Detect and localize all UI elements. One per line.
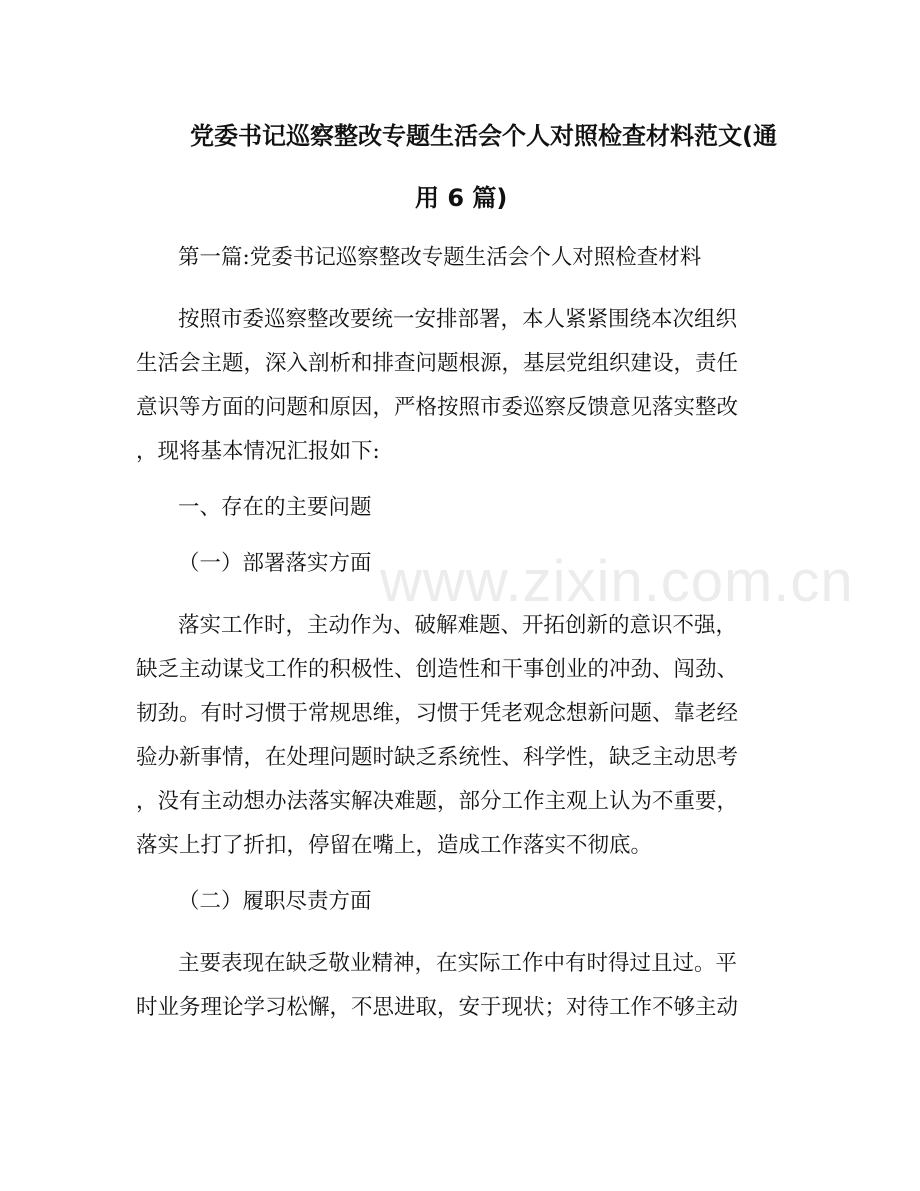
paragraph-line: 时业务理论学习松懈，不思进取，安于现状；对待工作不够主动	[136, 995, 739, 1020]
paragraph-line: ，没有主动想办法落实解决难题，部分工作主观上认为不重要，	[136, 789, 739, 814]
document-title-line-2: 用 6 篇)	[415, 184, 508, 212]
paragraph-line: 验办新事情，在处理问题时缺乏系统性、科学性，缺乏主动思考	[136, 745, 739, 770]
paragraph-line: 落实工作时，主动作为、破解难题、开拓创新的意识不强，	[178, 613, 738, 638]
watermark: www.zixin.com.cn	[380, 549, 854, 614]
section-heading: 第一篇:党委书记巡察整改专题生活会个人对照检查材料	[178, 245, 702, 270]
paragraph-line: 落实上打了折扣，停留在嘴上，造成工作落实不彻底。	[136, 833, 653, 858]
document-title-line-1: 党委书记巡察整改专题生活会个人对照检查材料范文(通	[190, 122, 777, 150]
paragraph-line: 缺乏主动谋戈工作的积极性、创造性和干事创业的冲劲、闯劲、	[136, 657, 739, 682]
heading-main-problems: 一、存在的主要问题	[178, 495, 372, 520]
paragraph-line: 生活会主题，深入剖析和排查问题根源，基层党组织建设，责任	[136, 351, 739, 376]
paragraph-line: ，现将基本情况汇报如下:	[136, 439, 380, 464]
paragraph-line: 意识等方面的问题和原因，严格按照市委巡察反馈意见落实整改	[136, 395, 739, 420]
paragraph-line: 按照市委巡察整改要统一安排部署，本人紧紧围绕本次组织	[178, 307, 738, 332]
subheading-duty: （二）履职尽责方面	[178, 889, 372, 914]
paragraph-line: 韧劲。有时习惯于常规思维，习惯于凭老观念想新问题、靠老经	[136, 701, 739, 726]
subheading-deployment: （一）部署落实方面	[178, 551, 372, 576]
paragraph-line: 主要表现在缺乏敬业精神，在实际工作中有时得过且过。平	[178, 951, 738, 976]
